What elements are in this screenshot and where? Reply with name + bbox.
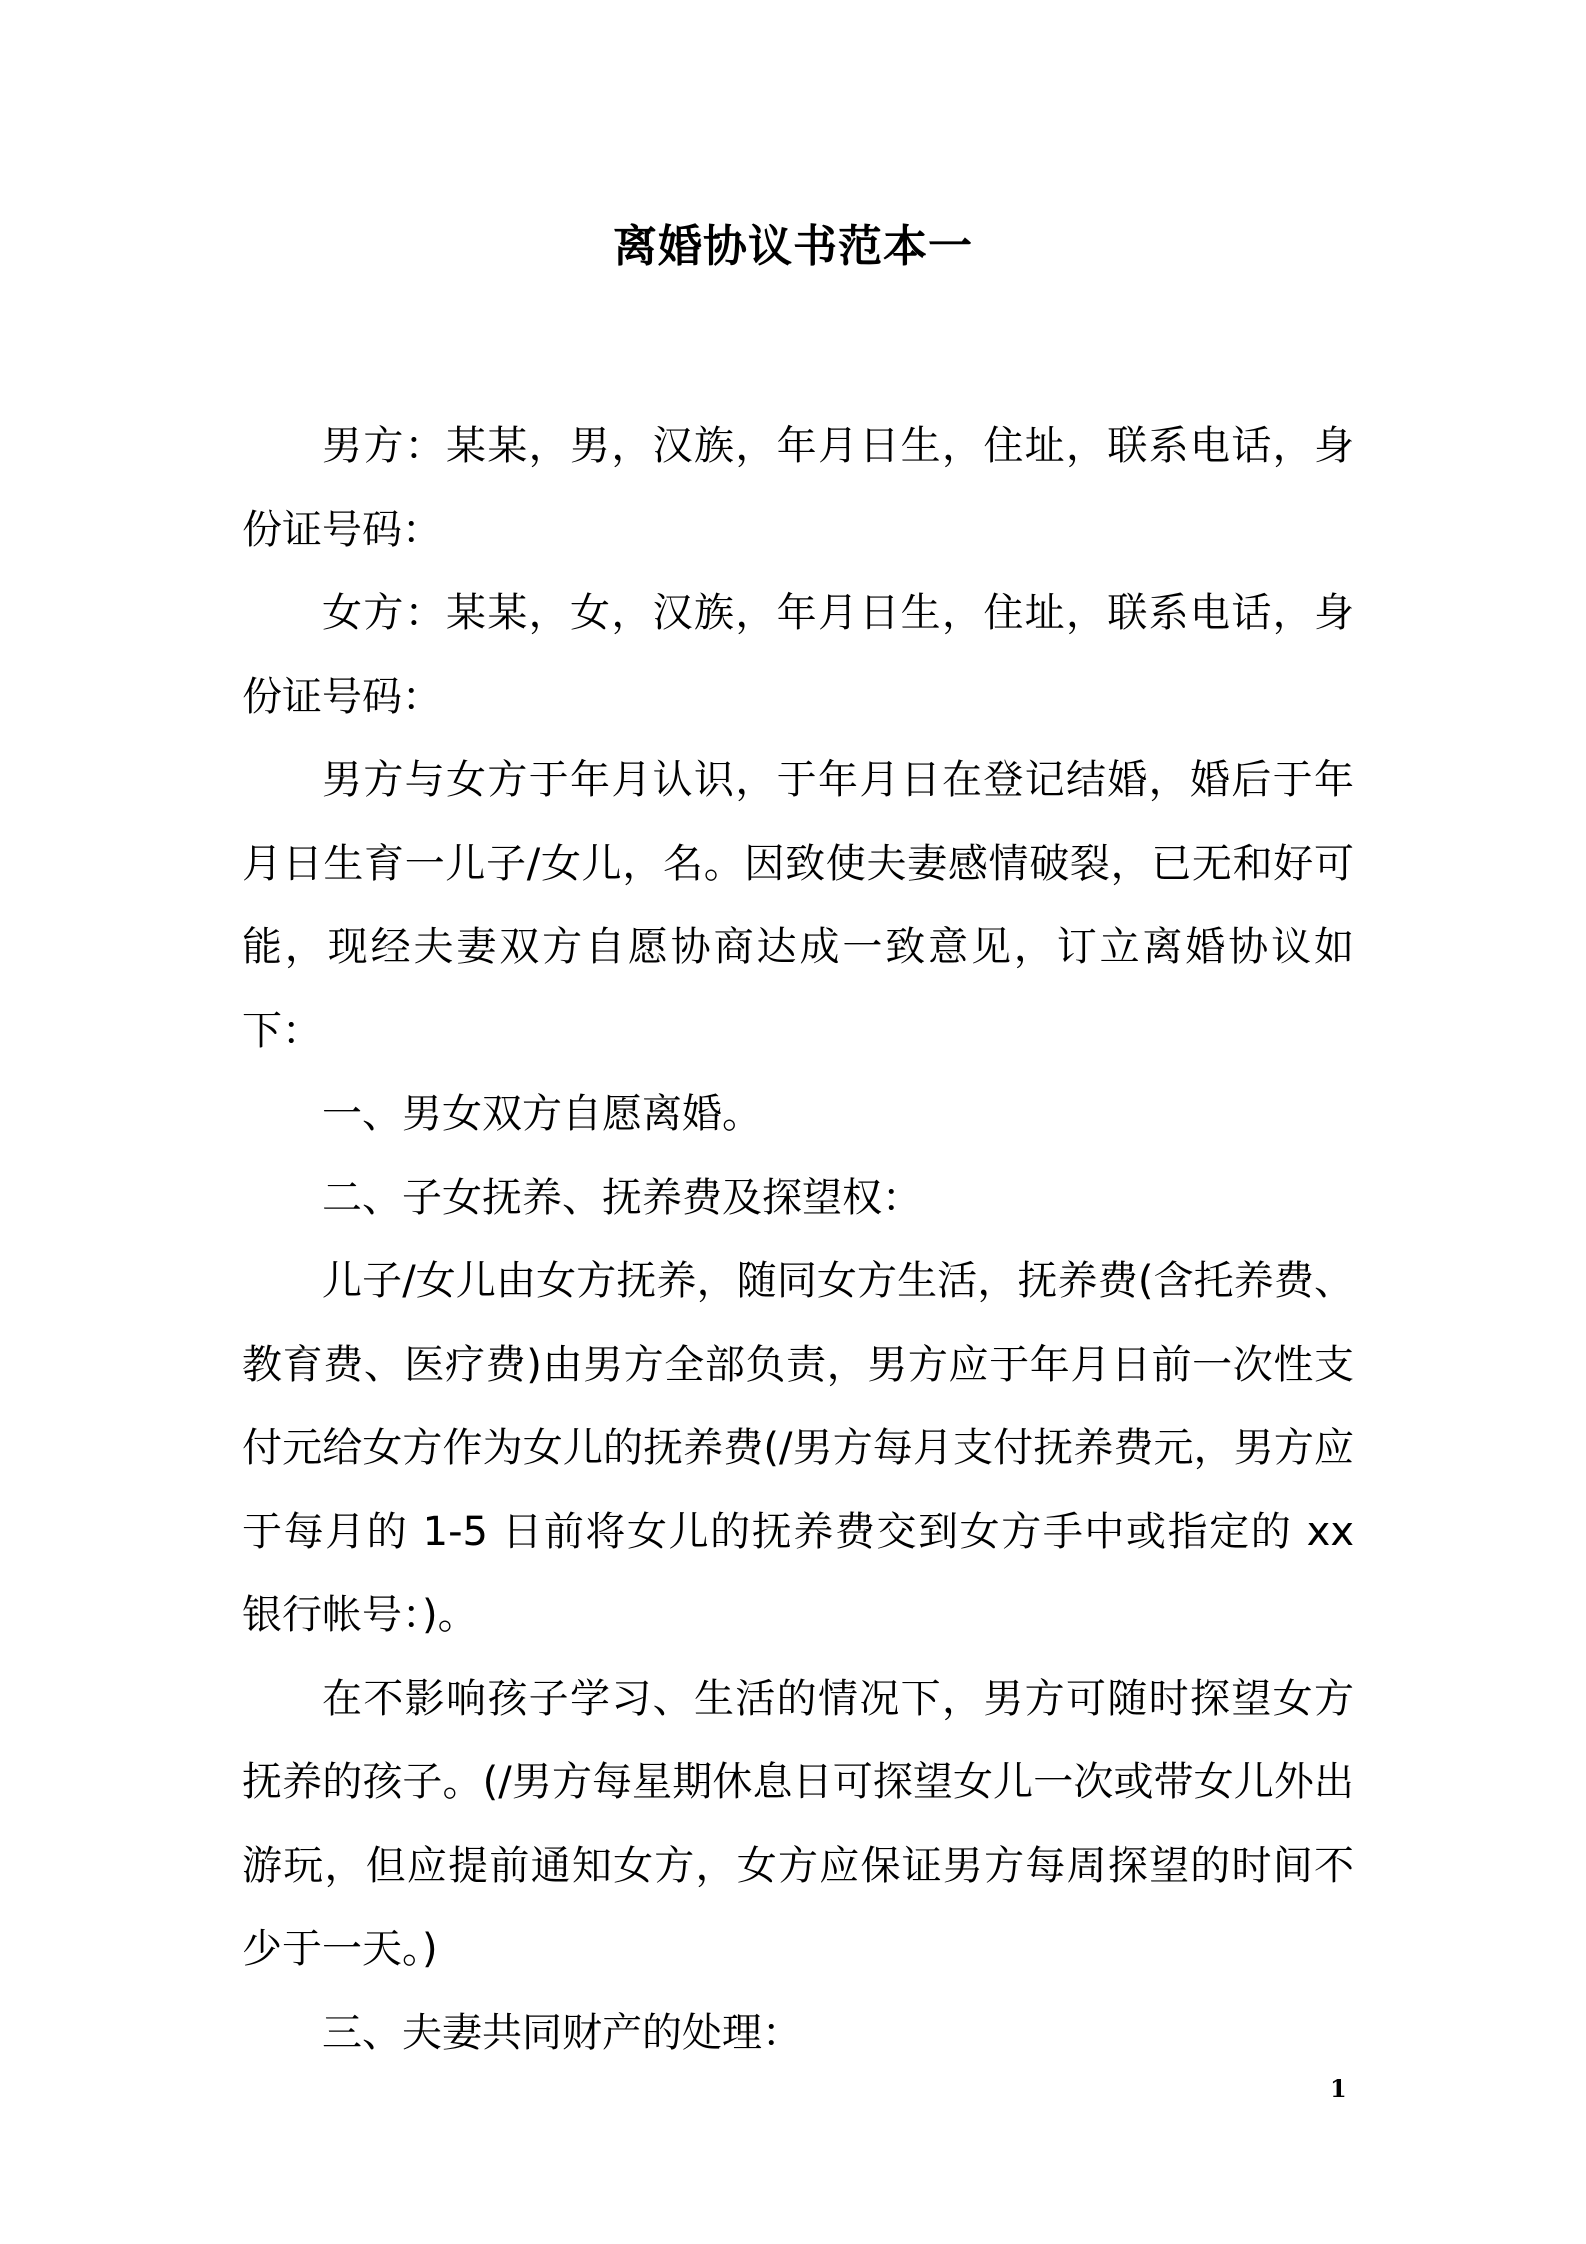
paragraph-visitation: 在不影响孩子学习、生活的情况下，男方可随时探望女方抚养的孩子。(/男方每星期休息日可探望女儿一次或带女儿外出游玩，但应提前通知女方，女方应保证男方每周探望的时间不少于一天。) <box>242 1675 1354 1972</box>
page-number: 1 <box>1330 2074 1347 2103</box>
paragraph-child-support: 儿子/女儿由女方抚养，随同女方生活，抚养费(含托养费、教育费、医疗费)由男方全部负责，男方应于年月日前一次性支付元给女方作为女儿的抚养费(/男方每月支付抚养费元，男方应于每月的 1-5 日前将女儿的抚养费交到女方手中或指定的 xx 银行帐号：)。 <box>242 1258 1354 1638</box>
paragraph-background: 男方与女方于年月认识，于年月日在登记结婚，婚后于年月日生育一儿子/女儿，名。因致使夫妻感情破裂，已无和好可能，现经夫妻双方自愿协商达成一致意见，订立离婚协议如下： <box>242 757 1354 1054</box>
document-title: 离婚协议书范本一 <box>613 221 973 272</box>
paragraph-male-party: 男方：某某，男，汉族，年月日生，住址，联系电话，身份证号码： <box>242 423 1354 553</box>
paragraph-female-party: 女方：某某，女，汉族，年月日生，住址，联系电话，身份证号码： <box>242 590 1354 720</box>
paragraph-clause-2-heading: 二、子女抚养、抚养费及探望权： <box>322 1174 922 1221</box>
paragraph-clause-1: 一、男女双方自愿离婚。 <box>322 1091 762 1137</box>
paragraph-clause-3-heading: 三、夫妻共同财产的处理： <box>322 2009 802 2056</box>
document-body <box>242 405 1354 2075</box>
